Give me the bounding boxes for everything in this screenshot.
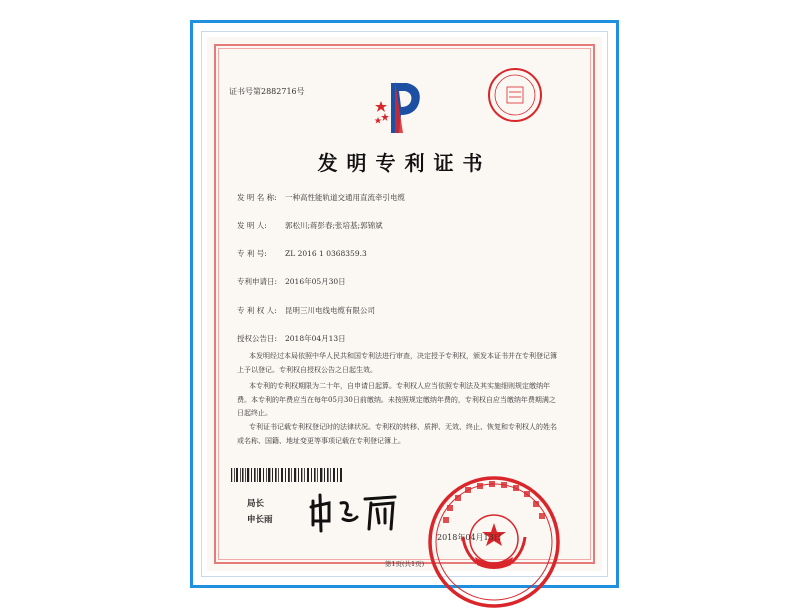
certificate-paper bbox=[207, 37, 602, 571]
field-value: 2016年05月30日 bbox=[285, 277, 346, 286]
signatory-title: 局长 bbox=[247, 499, 265, 509]
field-label: 发 明 人: bbox=[237, 221, 267, 230]
field-inventors bbox=[237, 220, 383, 231]
field-value: ZL 2016 1 0368359.3 bbox=[285, 249, 367, 258]
field-application-date bbox=[237, 276, 346, 287]
field-label: 授权公告日: bbox=[237, 334, 278, 343]
field-invention-name bbox=[237, 192, 405, 203]
field-label: 专利申请日: bbox=[237, 277, 278, 286]
seal-date: 2018年04月13日 bbox=[437, 533, 502, 542]
paragraph-grant: 本发明经过本局依照中华人民共和国专利法进行审查，决定授予专利权，颁发本证书并在专利登记簿上予以登记。专利权自授权公告之日起生效。 bbox=[237, 352, 557, 374]
field-value: 一种高性能轨道交通用直流牵引电缆 bbox=[285, 193, 405, 202]
field-label: 专 利 权 人: bbox=[237, 306, 277, 315]
paragraph-term: 本专利的专利权期限为二十年，自申请日起算。专利权人应当依照专利法及其实施细则规定缴纳年费。本专利的年费应当在每年05月30日前缴纳。未按照规定缴纳年费的，专利权自应当缴纳年费期满之日起终止。 bbox=[237, 382, 556, 417]
field-value: 昆明三川电线电缆有限公司 bbox=[285, 306, 375, 315]
field-label: 专 利 号: bbox=[237, 249, 267, 258]
page-footer: 第1页(共1页) bbox=[384, 560, 425, 568]
field-label: 发 明 名 称: bbox=[237, 193, 277, 202]
certificate-number: 证书号第2882716号 bbox=[229, 87, 305, 96]
field-patentee bbox=[237, 305, 375, 316]
handwritten-signature-icon bbox=[307, 489, 399, 535]
field-grant-date bbox=[237, 333, 346, 344]
signatory-name: 申长雨 bbox=[247, 515, 273, 525]
patent-office-logo-icon bbox=[373, 77, 429, 135]
registration-stamp-icon bbox=[487, 67, 543, 123]
field-value: 郭松川;蒋彭春;张培基;郭锦斌 bbox=[285, 221, 383, 230]
certificate-title: 发明专利证书 bbox=[317, 151, 492, 175]
field-value: 2018年04月13日 bbox=[285, 334, 346, 343]
certificate-frame bbox=[190, 20, 619, 588]
barcode-icon bbox=[231, 468, 343, 482]
field-patent-number bbox=[237, 248, 367, 259]
paragraph-record: 专利证书记载专利权登记时的法律状况。专利权的转移、质押、无效、终止、恢复和专利权人的姓名或名称、国籍、地址变更等事项记载在专利登记簿上。 bbox=[237, 423, 557, 445]
